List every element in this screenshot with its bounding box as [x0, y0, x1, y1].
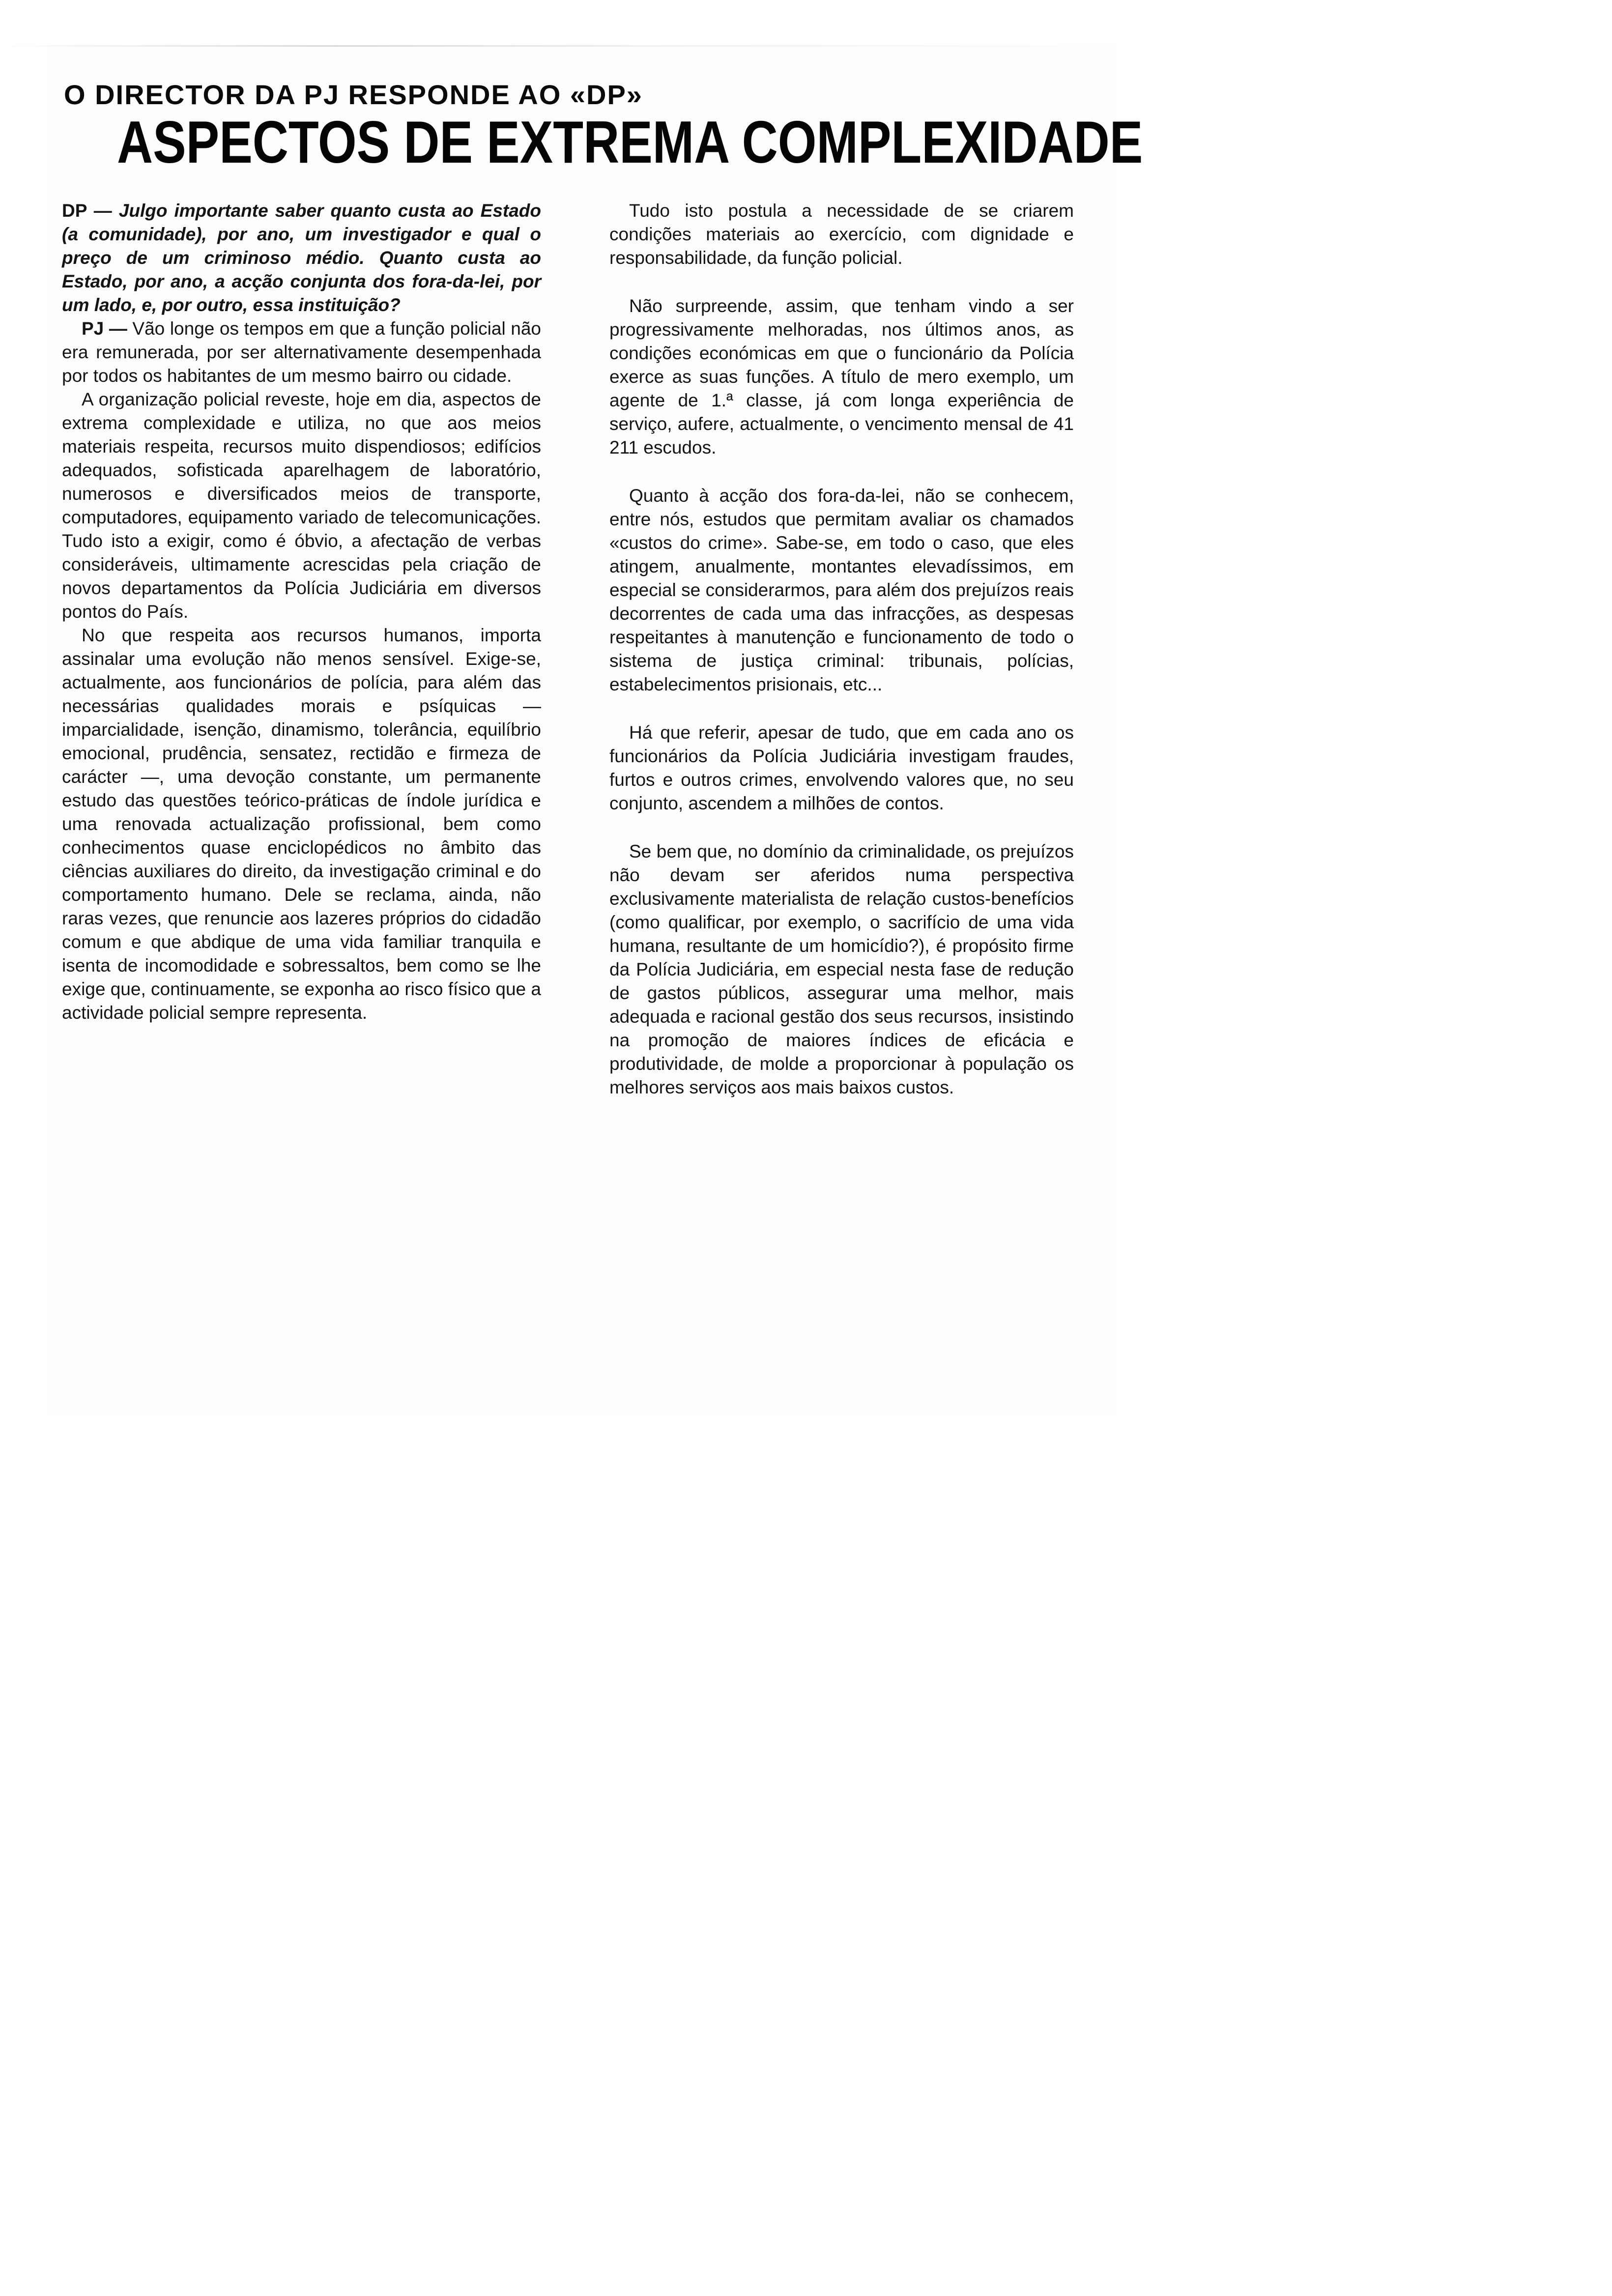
- right-paragraph-3: Quanto à acção dos fora-da-lei, não se conhecem, entre nós, estudos que permitam avaliar os chamados «custos do crime». Sabe-se, em todo o caso, que eles atingem, anualmente, montantes elevadíssimos, em especial se considerarmos, para além dos prejuízos reais decorrentes de cada uma das infracções, as despesas respeitantes à manutenção e funcionamento de todo o sistema de justiça criminal: tribunais, polícias, estabelecimentos prisionais, etc...: [609, 486, 1074, 694]
- article-kicker: O DIRECTOR DA PJ RESPONDE AO «DP»: [64, 79, 643, 110]
- right-paragraph-4: Há que referir, apesar de tudo, que em cada ano os funcionários da Polícia Judiciária investigam fraudes, furtos e outros crimes, envolvendo valores que, no seu conjunto, ascendem a milhões de contos.: [609, 722, 1074, 813]
- left-paragraph-2: A organização policial reveste, hoje em dia, aspectos de extrema complexidade e utiliza, no que aos meios materiais respeita, recursos muito dispendiosos; edifícios adequados, sofisticada aparelhagem de laboratório, numerosos e diversificados meios de transporte, computadores, equipamento variado de telecomunicações. Tudo isto a exigir, como é óbvio, a afectação de verbas consideráveis, ultimamente acrescidas pela criação de novos departamentos da Polícia Judiciária em diversos pontos do País.: [62, 389, 541, 622]
- right-paragraph-1: Tudo isto postula a necessidade de se criarem condições materiais ao exercício, com dignidade e responsabilidade, da função policial.: [609, 201, 1074, 268]
- left-paragraph-3: No que respeita aos recursos humanos, importa assinalar uma evolução não menos sensível. Exige-se, actualmente, aos funcionários de polícia, para além das necessárias qualidades morais e psíquicas — imparcialidade, isenção, dinamismo, tolerância, equilíbrio emocional, prudência, sensatez, rectidão e firmeza de carácter —, uma devoção constante, um permanente estudo das questões teórico-práticas de índole jurídica e uma renovada actualização profissional, bem como conhecimentos quase enciclopédicos no âmbito das ciências auxiliares do direito, da investigação criminal e do comportamento humano. Dele se reclama, ainda, não raras vezes, que renuncie aos lazeres próprios do cidadão comum e que abdique de uma vida familiar tranquila e isenta de incomodidade e sobressaltos, bem como se lhe exige que, continuamente, se exponha ao risco físico que a actividade policial sempre representa.: [62, 625, 541, 1023]
- scan-edge-shadow: [0, 45, 1116, 47]
- right-paragraph-2: Não surpreende, assim, que tenham vindo a ser progressivamente melhoradas, nos últimos anos, as condições económicas em que o funcionário da Polícia exerce as suas funções. A título de mero exemplo, um agente de 1.ª classe, já com longa experiência de serviço, aufere, actualmente, o vencimento mensal de 41 211 escudos.: [609, 296, 1074, 458]
- article-headline: ASPECTOS DE EXTREMA COMPLEXIDADE: [117, 109, 1143, 175]
- left-column: [62, 199, 541, 1025]
- question-paragraph: [62, 199, 541, 317]
- answer-paragraph-1: [62, 317, 541, 388]
- question-speaker: DP —: [62, 201, 112, 221]
- right-column: [609, 199, 1074, 1099]
- right-paragraph-5: Se bem que, no domínio da criminalidade, os prejuízos não devam ser aferidos numa perspectiva exclusivamente materialista de relação custos-benefícios (como qualificar, por exemplo, o sacrifício de uma vida humana, resultante de um homicídio?), é propósito firme da Polícia Judiciária, em especial nesta fase de redução de gastos públicos, assegurar uma melhor, mais adequada e racional gestão dos seus recursos, insistindo na promoção de maiores índices de eficácia e produtividade, de molde a proporcionar à população os melhores serviços aos mais baixos custos.: [609, 841, 1074, 1097]
- answer-speaker: PJ —: [82, 318, 127, 339]
- question-text: Julgo importante saber quanto custa ao Estado (a comunidade), por ano, um investigador e qual o preço de um criminoso médio. Quanto custa ao Estado, por ano, a acção conjunta dos fora-da-lei, por um lado, e, por outro, essa instituição?: [62, 201, 542, 315]
- answer-text-1: Vão longe os tempos em que a função policial não era remunerada, por ser alternativamente desempenhada por todos os habitantes de um mesmo bairro ou cidade.: [62, 318, 541, 386]
